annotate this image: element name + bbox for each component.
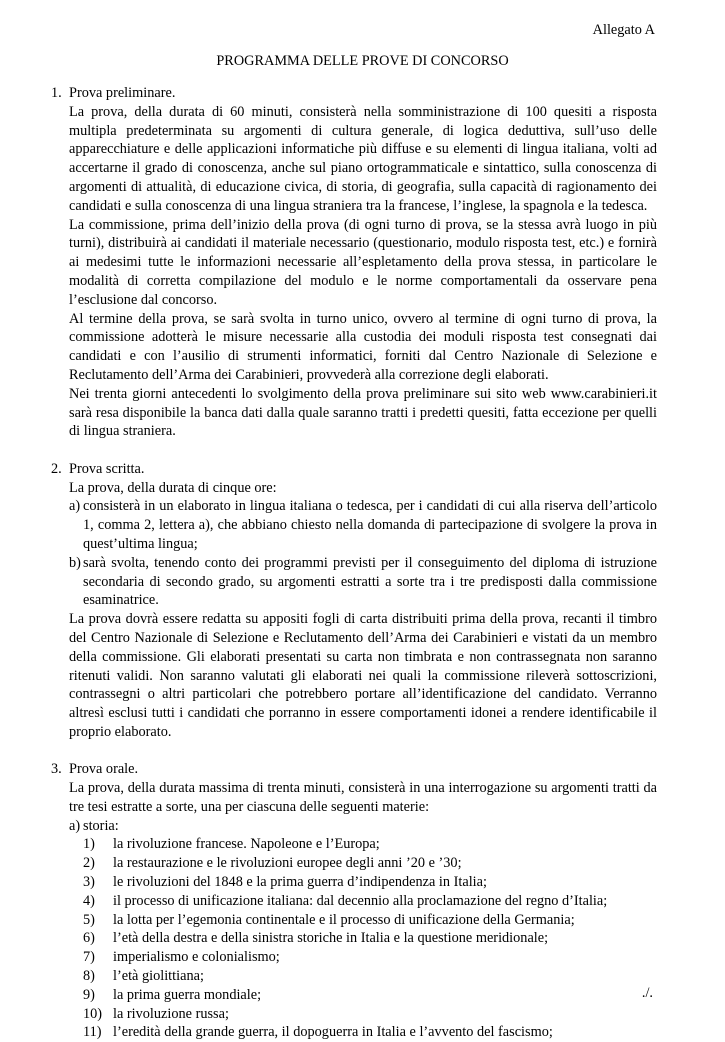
topic-number: 7) [83,949,95,966]
topic-text: la prima guerra mondiale; [113,986,262,1003]
list-item-text: consisterà in un elaborato in lingua italiana o tedesca, per i candidati di cui alla riserva dell’articolo 1, comma 2, lettera a), che abbiano chiesto nella domanda di partecipazione di svolgere la prova in quest’ultima lingua; [83,498,657,552]
topic-number: 11) [83,1024,102,1041]
paragraph: Al termine della prova, se sarà svolta in turno unico, ovvero al termine di ogni turno di prova, la commissione adotterà le misure necessarie alla custodia dei moduli risposta test consegnati dai candidati e con l’ausilio di strumenti informatici, forniti dal Centro Nazionale di Selezione e Reclutamento dell’Arma dei Carabinieri, provvederà alla correzione degli elaborati. [69,310,657,383]
section-number: 3. [51,761,62,778]
list-item-label: a) [69,817,81,834]
topic-text: la rivoluzione russa; [113,1005,229,1022]
topic-item [69,967,657,986]
topic-number: 5) [83,911,95,928]
topic-number: 3) [83,874,95,891]
list-item-label: b) [69,554,81,571]
topic-text: la rivoluzione francese. Napoleone e l’Europa; [113,836,380,853]
topic-item [69,835,657,854]
topic-number: 4) [83,892,95,909]
subject-name: storia: [83,817,119,834]
document-body [51,84,657,1042]
paragraph: La prova, della durata di 60 minuti, consisterà nella somministrazione di 100 quesiti a risposta multipla predeterminata su argomenti di cultura generale, di logica deduttiva, sull’uso delle apparecchiature e delle applicazioni informatiche più diffuse e su elementi di lingua italiana, volti ad accertarne il grado di conoscenza, anche sul piano ortogrammaticale e sintattico, sulla conoscenza di argomenti di attualità, di educazione civica, di storia, di geografia, sulla capacità di ragionamento dei candidati e sulla conoscenza di una lingua straniera tra la francese, l’inglese, la spagnola e la tedesca. [69,103,657,214]
continuation-mark: ./. [641,985,653,1001]
list-item [69,554,657,610]
topic-number: 6) [83,930,95,947]
topic-text: la lotta per l’egemonia continentale e il processo di unificazione della Germania; [113,911,575,928]
paragraph: La commissione, prima dell’inizio della prova (di ogni turno di prova, se la stessa avrà luogo in più turni), distribuirà ai candidati il materiale necessario (questionario, modulo risposta test, etc.) e fornirà ai medesimi tutte le informazioni necessarie all’espletamento della prova stessa, in particolare le modalità di corretta compilazione del modulo e le norme comportamentali da osservare pena l’esclusione dal concorso. [69,216,657,308]
section-number: 1. [51,85,62,101]
topic-item [69,948,657,967]
topic-text: la restaurazione e le rivoluzioni europee degli anni ’20 e ’30; [113,855,462,872]
topic-number: 1) [83,836,95,853]
topic-item [69,854,657,873]
spacer [51,441,657,460]
topic-text: l’età giolittiana; [113,968,204,985]
section-heading: Prova scritta. [69,460,145,477]
annex-label: Allegato A [592,22,655,38]
topic-item [69,1005,657,1024]
paragraph: La prova dovrà essere redatta su appositi fogli di carta distribuiti prima della prova, recanti il timbro del Centro Nazionale di Selezione e Reclutamento dell’Arma dei Carabinieri e vistati da un membro della commissione. Gli elaborati presentati su carta non timbrata e non contrassegnata non saranno ritenuti validi. Non saranno valutati gli elaborati nei quali la commissione rileverà sottoscrizioni, contrassegni o altri particolari che potrebbero portare all’identificazione del candidato. Verranno altresì esclusi tutti i candidati che porranno in essere comportamenti idonei a rendere identificabile il proprio elaborato. [69,611,657,740]
topic-item [69,873,657,892]
topic-item [69,911,657,930]
section-oral-test [51,760,657,1042]
topic-text: l’eredità della grande guerra, il dopoguerra in Italia e l’avvento del fascismo; [113,1024,553,1041]
topic-text: le rivoluzioni del 1848 e la prima guerra d’indipendenza in Italia; [113,874,487,891]
topic-number: 9) [83,986,95,1003]
subject-item [69,817,657,836]
list-item [69,497,657,553]
list-item-text: sarà svolta, tenendo conto dei programmi previsti per il conseguimento del diploma di istruzione secondaria di secondo grado, su argomenti estratti a sorte tra i tre predisposti dalla commissione esaminatrice. [83,554,657,609]
topic-item [69,986,657,1005]
list-item-label: a) [69,498,81,515]
section-written-test [51,460,657,742]
topic-number: 10) [83,1005,103,1022]
topic-text: il processo di unificazione italiana: dal decennio alla proclamazione del regno d’Italia; [113,892,608,909]
topic-number: 8) [83,968,95,985]
topic-item [69,892,657,911]
section-heading: Prova preliminare. [69,85,176,101]
section-number: 2. [51,460,62,477]
topic-text: imperialismo e colonialismo; [113,949,280,966]
spacer [51,742,657,761]
section-preliminary-test [51,84,657,441]
topic-text: l’età della destra e della sinistra storiche in Italia e la questione meridionale; [113,930,549,947]
topic-item [69,1023,657,1042]
topic-item [69,929,657,948]
paragraph: La prova, della durata di cinque ore: [69,479,277,496]
topic-number: 2) [83,855,95,872]
section-heading: Prova orale. [69,761,139,778]
document-title: PROGRAMMA DELLE PROVE DI CONCORSO [216,53,509,69]
paragraph: Nei trenta giorni antecedenti lo svolgimento della prova preliminare sui sito web www.carabinieri.it sarà resa disponibile la banca dati dalla quale saranno tratti i predetti quesiti, fatta eccezione per quelli di lingua straniera. [69,385,657,440]
paragraph: La prova, della durata massima di trenta minuti, consisterà in una interrogazione su argomenti tratti da tre tesi estratte a sorte, una per ciascuna delle seguenti materie: [69,780,657,815]
